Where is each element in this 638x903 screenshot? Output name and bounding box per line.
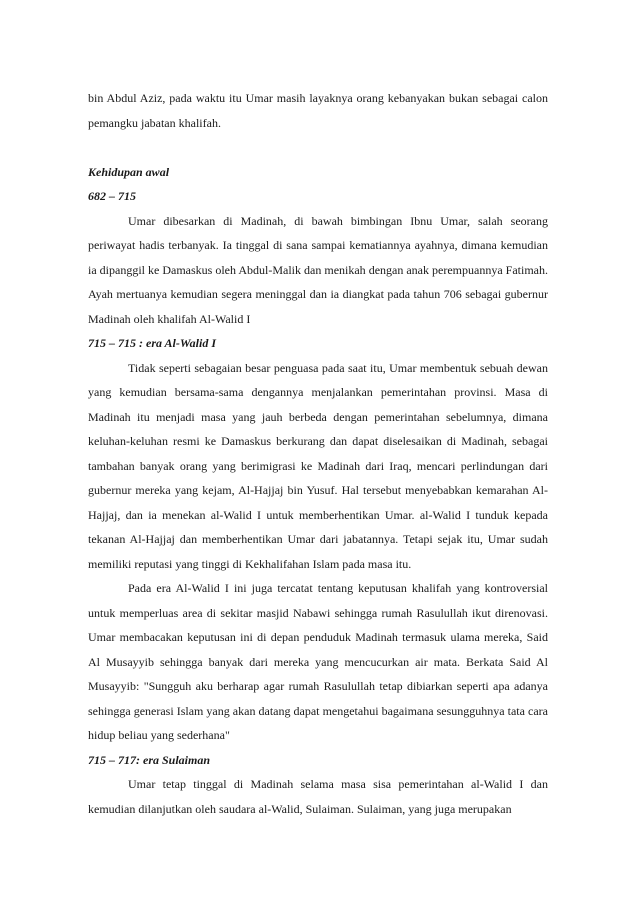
section-heading-sulaiman: 715 – 717: era Sulaiman [88, 752, 211, 767]
section-heading-early-life: Kehidupan awal [88, 164, 170, 179]
paragraph-al-walid-mosque: Pada era Al-Walid I ini juga tercatat tentang keputusan khalifah yang kontroversial untuk memperluas area di sekitar masjid Nabawi sehingga rumah Rasulullah ikut direnovasi. Umar membacakan keputusan ini di depan penduduk Madinah termasuk ulama mereka, Said Al Musayyib sehingga banyak dari mereka yang mencucurkan air mata. Berkata Said Al Musayyib: "Sungguh aku berharap agar rumah Rasulullah tetap dibiarkan seperti apa adanya sehingga generasi Islam yang akan datang dapat mengetahui bagaimana sesungguhnya tata cara hidup beliau yang sederhana" [88, 581, 548, 742]
section-heading-al-walid: 715 – 715 : era Al-Walid I [88, 336, 216, 350]
section-heading-years-682-715: 682 – 715 [88, 189, 136, 203]
document-page [88, 86, 548, 821]
paragraph-early-life: Umar dibesarkan di Madinah, di bawah bimbingan Ibnu Umar, salah seorang periwayat hadis terbanyak. Ia tinggal di sana sampai kematiannya ayahnya, dimana kemudian ia dipanggil ke Damaskus oleh Abdul-Malik dan menikah dengan anak perempuannya Fatimah. Ayah mertuanya kemudian segera meninggal dan ia diangkat pada tahun 706 sebagai gubernur Madinah oleh khalifah Al-Walid I [88, 213, 548, 326]
paragraph-al-walid-council: Tidak seperti sebagaian besar penguasa pada saat itu, Umar membentuk sebuah dewan yang kemudian bersama-sama dengannya menjalankan pemerintahan provinsi. Masa di Madinah itu menjadi masa yang jauh berbeda dengan pemerintahan sebelumnya, dimana keluhan-keluhan resmi ke Damaskus berkurang dan dapat diselesaikan di Madinah, sebagai tambahan banyak orang yang berimigrasi ke Madinah dari Iraq, mencari perlindungan dari gubernur mereka yang kejam, Al-Hajjaj bin Yusuf. Hal tersebut menyebabkan kemarahan Al-Hajjaj, dan ia menekan al-Walid I untuk memberhentikan Umar. al-Walid I tunduk kepada tekanan Al-Hajjaj dan memberhentikan Umar dari jabatannya. Tetapi sejak itu, Umar sudah memiliki reputasi yang tinggi di Kekhalifahan Islam pada masa itu. [88, 360, 548, 571]
intro-paragraph: bin Abdul Aziz, pada waktu itu Umar masih layaknya orang kebanyakan bukan sebagai calon pemangku jabatan khalifah. [88, 91, 548, 130]
paragraph-spacer [88, 135, 548, 160]
paragraph-sulaiman: Umar tetap tinggal di Madinah selama masa sisa pemerintahan al-Walid I dan kemudian dilanjutkan oleh saudara al-Walid, Sulaiman. Sulaiman, yang juga merupakan [88, 777, 548, 816]
